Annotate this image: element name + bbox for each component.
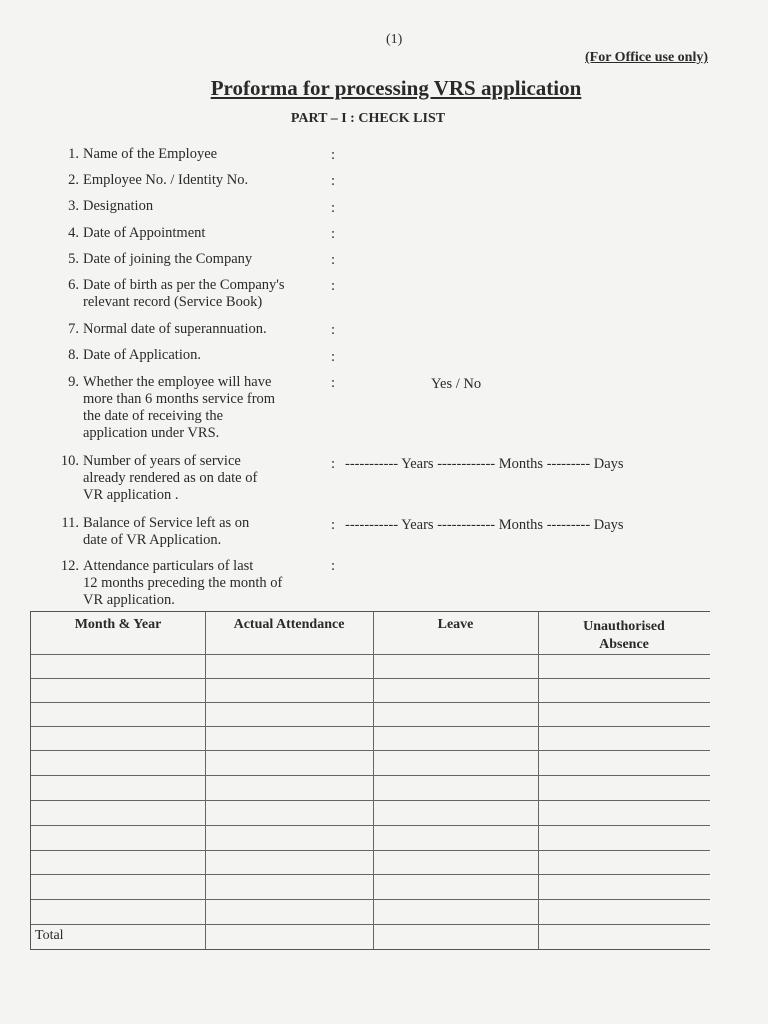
header-unauthorised-absence: Unauthorised Absence <box>583 619 665 652</box>
item-label: Name of the Employee <box>83 146 218 162</box>
item-label: Date of Application. <box>83 347 201 363</box>
item-number: 5. <box>68 251 79 267</box>
item-label: Attendance particulars of last 12 months preceding the month of VR application. <box>83 558 283 608</box>
field-colon: : <box>331 558 336 574</box>
field-colon: : <box>331 322 336 338</box>
page-number: (1) <box>386 32 403 47</box>
item-label: Date of birth as per the Company's relevant record (Service Book) <box>83 277 285 310</box>
field-colon: : <box>331 173 336 189</box>
field-colon: : <box>331 375 336 391</box>
table-row-divider <box>31 899 710 900</box>
field-colon: : <box>331 147 336 163</box>
table-row-divider <box>31 775 710 776</box>
field-colon: : <box>331 252 336 268</box>
table-row-divider <box>31 800 710 801</box>
header-month-year: Month & Year <box>74 617 162 632</box>
total-label: Total <box>35 928 64 943</box>
field-colon: : <box>331 349 336 365</box>
item-number: 2. <box>68 172 79 188</box>
item-number: 10. <box>60 453 79 469</box>
table-row-divider <box>31 654 710 655</box>
header-actual-attendance: Actual Attendance <box>233 617 345 632</box>
item-number: 4. <box>68 225 79 241</box>
item-label: Employee No. / Identity No. <box>83 172 249 188</box>
table-row-divider <box>31 924 710 925</box>
part-heading: PART – I : CHECK LIST <box>290 111 446 126</box>
service-rendered-value: ----------- Years ------------ Months --------- Days <box>345 456 624 472</box>
table-row-divider <box>31 825 710 826</box>
item-number: 11. <box>61 515 79 531</box>
item-number: 6. <box>68 277 79 293</box>
attendance-table <box>30 611 710 950</box>
service-balance-value: ----------- Years ------------ Months --------- Days <box>345 517 624 533</box>
item-label: Balance of Service left as on date of VR Application. <box>83 515 250 548</box>
table-row-divider <box>31 874 710 875</box>
item-label: Whether the employee will have more than 6 months service from the date of receiving the application under VRS. <box>83 374 276 441</box>
item-label: Date of Appointment <box>83 225 206 241</box>
office-use-note: (For Office use only) <box>585 50 708 65</box>
colon-service-rendered: : <box>331 456 336 472</box>
field-colon: : <box>331 200 336 216</box>
item-label: Date of joining the Company <box>83 251 253 267</box>
item-number: 1. <box>68 146 79 162</box>
table-row-divider <box>31 850 710 851</box>
item-label: Designation <box>83 198 154 214</box>
table-row-divider <box>31 726 710 727</box>
colon-service-balance: : <box>331 517 336 533</box>
field-colon: : <box>331 226 336 242</box>
item-number: 12. <box>60 558 79 574</box>
item-number: 9. <box>68 374 79 390</box>
item-number: 3. <box>68 198 79 214</box>
table-row-divider <box>31 750 710 751</box>
field-colon: : <box>331 278 336 294</box>
item-number: 7. <box>68 321 79 337</box>
form-title: Proforma for processing VRS application <box>210 76 582 100</box>
header-leave: Leave <box>437 617 474 632</box>
item-number: 8. <box>68 347 79 363</box>
table-row-divider <box>31 702 710 703</box>
item-label: Number of years of service already rendered as on date of VR application . <box>83 453 258 503</box>
yes-no-value: Yes / No <box>431 376 482 392</box>
item-label: Normal date of superannuation. <box>83 321 267 337</box>
table-row-divider <box>31 678 710 679</box>
